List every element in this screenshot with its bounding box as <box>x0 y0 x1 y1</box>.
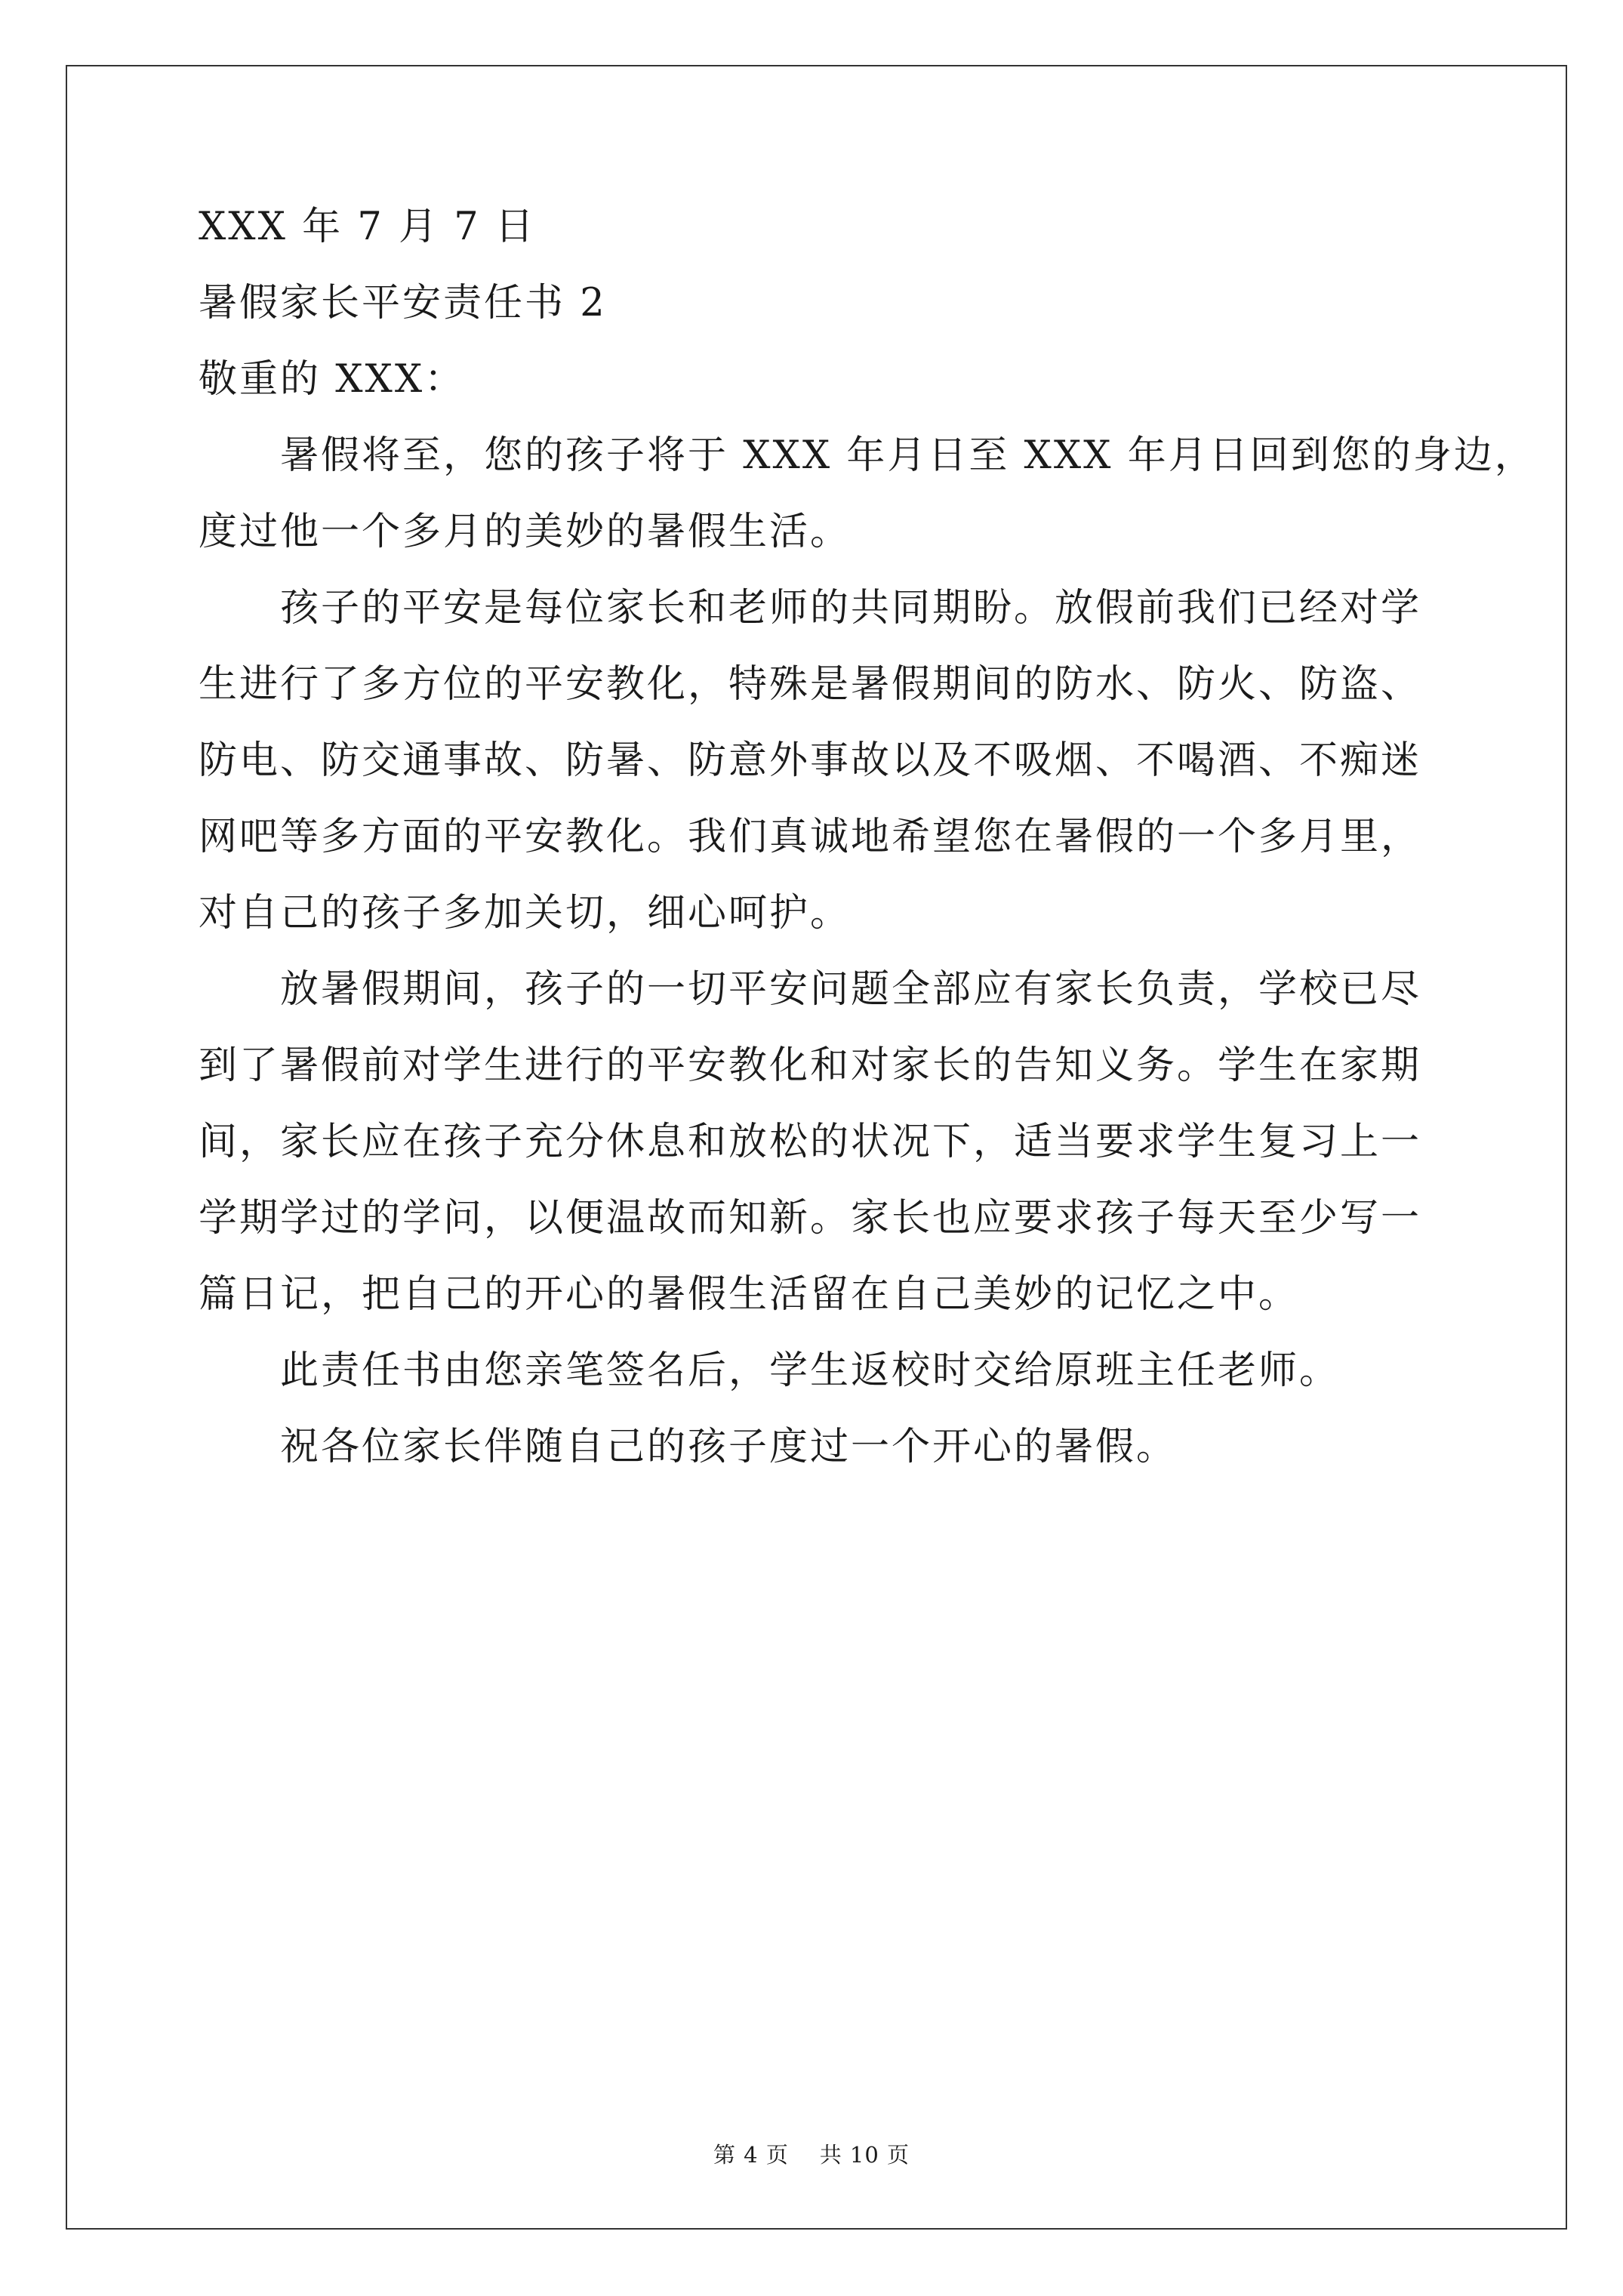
paragraph-line: 篇日记，把自己的开心的暑假生活留在自己美妙的记忆之中。 <box>199 1272 1300 1317</box>
document-body <box>199 189 1535 1485</box>
paragraph-line: 祝各位家长伴随自己的孩子度过一个开心的暑假。 <box>280 1425 1178 1469</box>
paragraph-line: 生进行了多方位的平安教化，特殊是暑假期间的防水、防火、防盗、 <box>199 662 1422 707</box>
paragraph-line: 度过他一个多月的美妙的暑假生活。 <box>199 510 852 554</box>
paragraph-line: 到了暑假前对学生进行的平安教化和对家长的告知义务。学生在家期 <box>199 1043 1422 1088</box>
paragraph-line: 此责任书由您亲笔签名后，学生返校时交给原班主任老师。 <box>280 1348 1341 1393</box>
page-number-footer: 第 4 页 共 10 页 <box>713 2142 910 2168</box>
paragraph-line: 防电、防交通事故、防暑、防意外事故以及不吸烟、不喝酒、不痴迷 <box>199 738 1422 783</box>
paragraph-5 <box>199 1409 1467 1485</box>
date-line: XXX 年 7 月 7 日 <box>199 205 536 249</box>
paragraph-line: 放暑假期间，孩子的一切平安问题全部应有家长负责，学校已尽 <box>280 967 1422 1012</box>
paragraph-3 <box>199 951 1467 1333</box>
paragraph-line: 间，家长应在孩子充分休息和放松的状况下，适当要求学生复习上一 <box>199 1120 1422 1164</box>
paragraph-line: 网吧等多方面的平安教化。我们真诚地希望您在暑假的一个多月里， <box>199 815 1422 859</box>
paragraph-2 <box>199 570 1467 951</box>
paragraph-line: 对自己的孩子多加关切，细心呵护。 <box>199 891 852 935</box>
paragraph-4 <box>199 1333 1467 1409</box>
paragraph-line: 学期学过的学问，以便温故而知新。家长也应要求孩子每天至少写一 <box>199 1196 1422 1240</box>
paragraph-1 <box>199 418 1535 570</box>
salutation: 敬重的 XXX： <box>199 357 466 402</box>
paragraph-line: 暑假将至，您的孩子将于 XXX 年月日至 XXX 年月日回到您的身边， <box>280 433 1535 478</box>
paragraph-line: 孩子的平安是每位家长和老师的共同期盼。放假前我们已经对学 <box>280 586 1422 630</box>
document-title: 暑假家长平安责任书 2 <box>199 281 607 325</box>
